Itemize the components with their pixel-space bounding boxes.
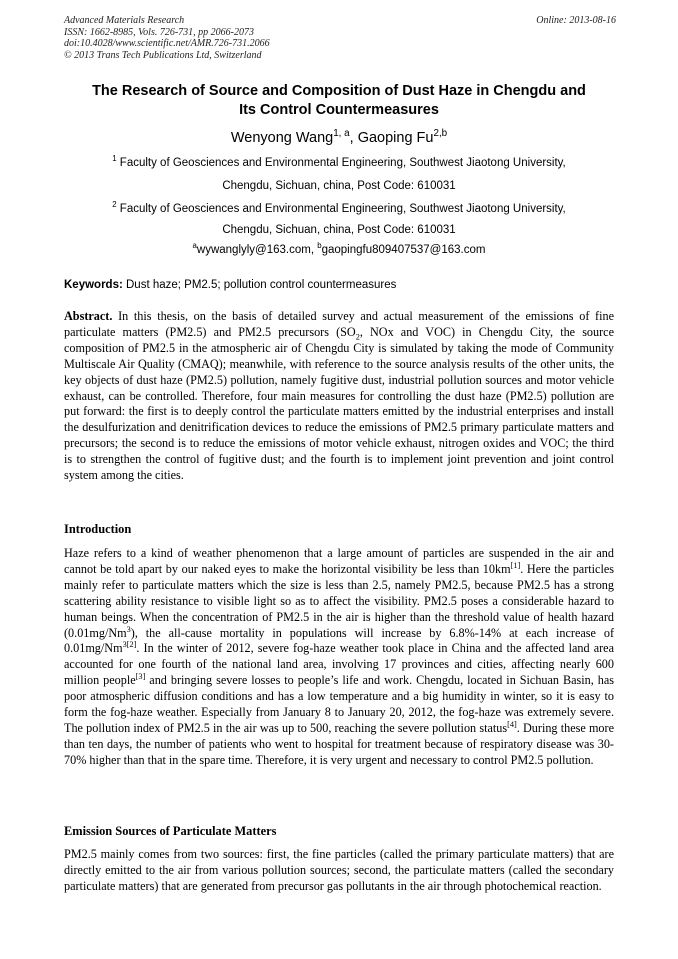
abstract-label: Abstract. [64,309,113,323]
abstract: Abstract. In this thesis, on the basis of detailed survey and actual measurement of the emissions of fine particulate matters (PM2.5) and PM2.5 precursors ($SO_2$, NOx and VOC) in Chengdu City, the source composition of PM2.5 in the atmospheric air of Chengdu City is simulated by taking the mode of Community Multiscale Air Quality (CMAQ); meanwhile, with reference to the source analysis results of the other units, the key objects of dust haze (PM2.5) pollution, namely fugitive dust, industrial pollution sources and motor vehicle exhaust, can be controlled. Therefore, four main measures for controlling the dust haze (PM2.5) pollution are put forward: the first is to deeply control the particulate matters emitted by the industrial enterprises and install the desulfurization and denitrification devices to reduce the emissions of PM2.5 primary particulate matters and precursors; the second is to reduce the emissions of motor vehicle exhaust, nitrogen oxides and VOC; the third is to strengthen the control of fugitive dust; and the fourth is to implement joint prevention and joint control system among the cities. [64,309,614,483]
introduction-heading: Introduction [64,522,132,536]
author-list [0,130,678,146]
issn-line: ISSN: 1662-8985, Vols. 726-731, pp 2066-2073 [64,26,254,38]
keywords-label: Keywords: [64,279,123,291]
citation-ref: 3[2] [122,640,137,650]
title-line-2: Its Control Countermeasures [239,102,439,118]
author-separator: , [349,130,358,146]
affiliation-1-line-2: Chengdu, Sichuan, china, Post Code: 610031 [222,180,456,192]
affiliation-1-line-1: $^1$ Faculty of Geosciences and Environmental Engineering, Southwest Jiaotong University, [112,154,566,169]
email-b: gaopingfu809407537@163.com [321,244,486,256]
email-line: $^a$wywanglyly@163.com, $^b$gaopingfu809407537@163.com [192,241,486,256]
citation-ref: [1] [510,560,521,570]
citation-ref: [3] [135,672,146,682]
copyright-line: © 2013 Trans Tech Publications Ltd, Switzerland [64,49,262,61]
emission-paragraph: PM2.5 mainly comes from two sources: first, the fine particles (called the primary particulate matters) that are directly emitted to the air from various pollution sources; second, the particulate matters (called the secondary particulate matters) that are generated from precursor gas pollutants in the air through photochemical reaction. [64,847,614,893]
paper-title [40,82,638,120]
author-2: Gaoping Fu [357,130,434,146]
emission-heading: Emission Sources of Particulate Matters [64,824,277,838]
keywords-text: Dust haze; PM2.5; pollution control countermeasures [122,279,397,291]
title-line-1: The Research of Source and Composition of Dust Haze in Chengdu and [92,83,586,99]
author-1-affil: 1, a [333,128,350,140]
introduction-paragraph: Haze refers to a kind of weather phenomenon that a large amount of particles are suspended in the air and cannot be told apart by our naked eyes to make the horizontal visibility be less than 10km[1]. Here the particles mainly refer to particulate matters which the size is less than 2.5, namely PM2.5, because PM2.5 has a strong scattering ability resistance to visible light so as to affect the visibility. PM2.5 poses a considerable hazard to human beings. When the concentration of PM2.5 in the air is higher than the threshold value of health hazard (0.01mg/Nm$^3$), the all-cause mortality in populations will increase by 6.8%-14% at each increase of $0.01mg/Nm^{3[2]}$. In the winter of 2012, severe fog-haze weather took place in China and the affected land area accounted for one fourth of the national land area, involving 17 provinces and cities, affecting nearly 600 million people[3] and bringing severe losses to people’s life and work. Chengdu, located in Sichuan Basin, has poor atmospheric diffusion conditions and has a low temperature and a big humidity in winter, so it is easy to form the fog-haze weather. Especially from January 8 to January 20, 2012, the fog-haze was extremely severe. The pollution index of PM2.5 in the air was up to 500, reaching the severe pollution status[4]. During these more than ten days, the number of patients who went to hospital for treatment because of respiratory disease was 30-70% higher than that in the spare time. Therefore, it is very urgent and necessary to control PM2.5 pollution. [64,546,615,767]
journal-header [64,15,616,61]
affiliation-2-mark: 2 [112,200,117,210]
doi-line: doi:10.4028/www.scientific.net/AMR.726-731.2066 [64,38,270,49]
affiliation-1-mark: 1 [112,154,117,164]
citation-ref: [4] [507,719,517,729]
email-b-mark: b [317,241,322,251]
affiliation-2-line-1: $^2$ Faculty of Geosciences and Environmental Engineering, Southwest Jiaotong University, [112,200,566,215]
affiliation-2-line-2: Chengdu, Sichuan, china, Post Code: 610031 [222,224,456,236]
author-1: Wenyong Wang [230,130,334,146]
author-2-affil: 2,b [433,128,448,140]
journal-name: Advanced Materials Research [64,15,185,26]
email-a-mark: a [192,241,197,251]
email-a: wywanglyly@163.com [196,244,311,256]
keywords [64,279,396,291]
online-date: Online: 2013-08-16 [536,15,616,26]
